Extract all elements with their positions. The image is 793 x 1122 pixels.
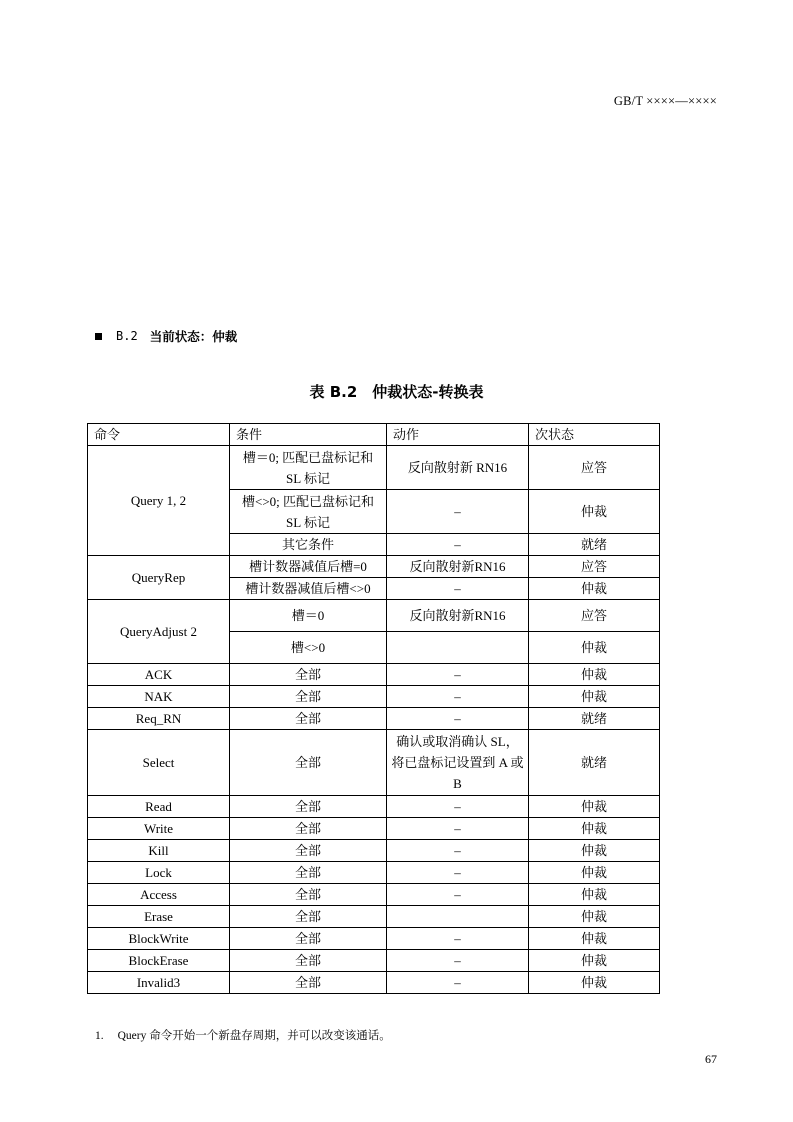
next-state-cell: 仲裁 [529, 664, 660, 686]
section-title: 当前状态：仲裁 [149, 329, 238, 344]
condition-cell: 全部 [230, 928, 387, 950]
next-state-cell: 仲裁 [529, 840, 660, 862]
action-cell: – [387, 534, 529, 556]
condition-cell: 全部 [230, 664, 387, 686]
action-cell [387, 632, 529, 664]
action-cell: – [387, 972, 529, 994]
action-cell: – [387, 490, 529, 534]
table-row [88, 600, 660, 632]
action-cell: – [387, 578, 529, 600]
next-state-cell: 仲裁 [529, 490, 660, 534]
next-state-cell: 仲裁 [529, 906, 660, 928]
next-state-cell: 应答 [529, 446, 660, 490]
table-row [88, 884, 660, 906]
table-row [88, 928, 660, 950]
table-header-row [88, 424, 660, 446]
condition-cell: 全部 [230, 708, 387, 730]
column-header-command: 命令 [88, 424, 230, 446]
condition-cell: 槽＝0; 匹配已盘标记和 SL 标记 [230, 446, 387, 490]
command-cell: Lock [88, 862, 230, 884]
next-state-cell: 仲裁 [529, 950, 660, 972]
command-cell: ACK [88, 664, 230, 686]
action-cell: – [387, 840, 529, 862]
column-header-next-state: 次状态 [529, 424, 660, 446]
next-state-cell: 仲裁 [529, 578, 660, 600]
condition-cell: 槽＝0 [230, 600, 387, 632]
square-bullet-icon [95, 333, 102, 340]
next-state-cell: 仲裁 [529, 972, 660, 994]
command-cell: Req_RN [88, 708, 230, 730]
action-cell: 确认或取消确认 SL，将已盘标记设置到 A 或 B [387, 730, 529, 796]
action-cell [387, 906, 529, 928]
condition-cell: 全部 [230, 906, 387, 928]
command-cell: Read [88, 796, 230, 818]
command-cell: Access [88, 884, 230, 906]
action-cell: 反向散射新 RN16 [387, 446, 529, 490]
condition-cell: 全部 [230, 796, 387, 818]
next-state-cell: 仲裁 [529, 686, 660, 708]
action-cell: 反向散射新RN16 [387, 556, 529, 578]
table-row [88, 906, 660, 928]
condition-cell: 全部 [230, 686, 387, 708]
condition-cell: 其它条件 [230, 534, 387, 556]
condition-cell: 全部 [230, 730, 387, 796]
action-cell: – [387, 950, 529, 972]
table-row [88, 686, 660, 708]
table-row [88, 556, 660, 578]
action-cell: – [387, 818, 529, 840]
table-row [88, 862, 660, 884]
condition-cell: 全部 [230, 950, 387, 972]
section-number: B.2 [116, 329, 138, 343]
condition-cell: 全部 [230, 972, 387, 994]
next-state-cell: 就绪 [529, 534, 660, 556]
command-cell: Query 1, 2 [88, 446, 230, 556]
standard-code: GB/T ××××—×××× [613, 94, 717, 108]
footnote-number: 1. [95, 1030, 104, 1042]
command-cell: QueryRep [88, 556, 230, 600]
table-row [88, 446, 660, 490]
condition-cell: 全部 [230, 884, 387, 906]
table-row [88, 730, 660, 796]
action-cell: – [387, 664, 529, 686]
next-state-cell: 就绪 [529, 708, 660, 730]
command-cell: Erase [88, 906, 230, 928]
command-cell: Write [88, 818, 230, 840]
action-cell: 反向散射新RN16 [387, 600, 529, 632]
column-header-condition: 条件 [230, 424, 387, 446]
condition-cell: 槽计数器减值后槽<>0 [230, 578, 387, 600]
next-state-cell: 仲裁 [529, 796, 660, 818]
command-cell: Select [88, 730, 230, 796]
action-cell: – [387, 686, 529, 708]
action-cell: – [387, 884, 529, 906]
column-header-action: 动作 [387, 424, 529, 446]
action-cell: – [387, 708, 529, 730]
section-heading [95, 327, 237, 345]
command-cell: QueryAdjust 2 [88, 600, 230, 664]
state-transition-table [87, 423, 660, 994]
next-state-cell: 就绪 [529, 730, 660, 796]
table-row [88, 818, 660, 840]
command-cell: NAK [88, 686, 230, 708]
table-row [88, 664, 660, 686]
table-row [88, 796, 660, 818]
table-row [88, 950, 660, 972]
condition-cell: 全部 [230, 862, 387, 884]
table-title: 表 B.2 仲裁状态-转换表 [309, 383, 484, 401]
command-cell: BlockWrite [88, 928, 230, 950]
table-row [88, 972, 660, 994]
next-state-cell: 仲裁 [529, 818, 660, 840]
next-state-cell: 应答 [529, 556, 660, 578]
command-cell: BlockErase [88, 950, 230, 972]
action-cell: – [387, 928, 529, 950]
footnote-text: Query 命令开始一个新盘存周期，并可以改变该通话。 [117, 1030, 391, 1042]
condition-cell: 槽<>0 [230, 632, 387, 664]
condition-cell: 全部 [230, 818, 387, 840]
next-state-cell: 仲裁 [529, 632, 660, 664]
page-number: 67 [705, 1052, 717, 1066]
table-row [88, 840, 660, 862]
next-state-cell: 应答 [529, 600, 660, 632]
action-cell: – [387, 862, 529, 884]
next-state-cell: 仲裁 [529, 884, 660, 906]
table-row [88, 708, 660, 730]
footnote [95, 1027, 391, 1043]
condition-cell: 全部 [230, 840, 387, 862]
condition-cell: 槽计数器减值后槽=0 [230, 556, 387, 578]
action-cell: – [387, 796, 529, 818]
next-state-cell: 仲裁 [529, 862, 660, 884]
command-cell: Kill [88, 840, 230, 862]
command-cell: Invalid3 [88, 972, 230, 994]
next-state-cell: 仲裁 [529, 928, 660, 950]
condition-cell: 槽<>0; 匹配已盘标记和 SL 标记 [230, 490, 387, 534]
